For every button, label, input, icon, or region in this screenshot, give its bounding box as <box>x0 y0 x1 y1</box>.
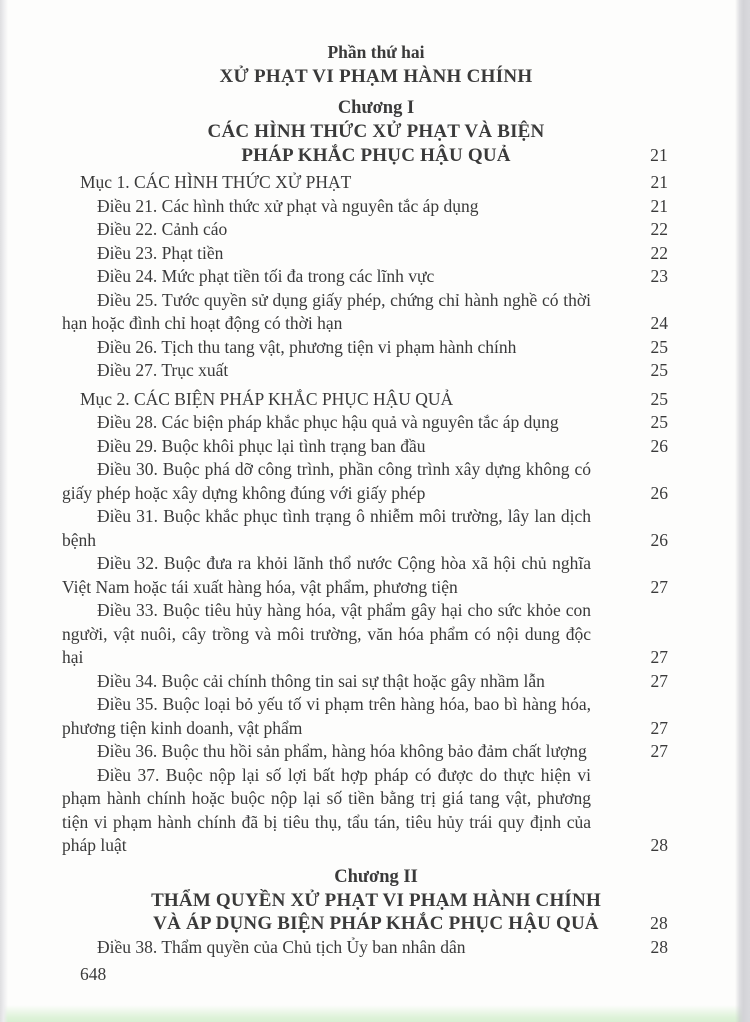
scan-bottom-green-strip <box>0 1005 750 1022</box>
toc-entry-text: Điều 32. Buộc đưa ra khỏi lãnh thổ nước Cộng hòa xã hội chủ nghĩa Việt Nam hoặc tái xuất hàng hóa, vật phẩm, phương tiện <box>62 553 591 597</box>
chapter-1-label: Chương I <box>337 98 415 118</box>
chapter-2-label: Chương II <box>334 866 418 887</box>
toc-article-dieu-33 <box>62 599 690 670</box>
toc-entry-text: Điều 34. Buộc cải chính thông tin sai sự thật hoặc gây nhầm lẫn <box>97 670 545 691</box>
chapter-2-title-line-1: THẨM QUYỀN XỬ PHẠT VI PHẠM HÀNH CHÍNH <box>151 889 601 911</box>
toc-entry-text: Điều 27. Trục xuất <box>97 360 229 380</box>
toc-entry-text: Điều 24. Mức phạt tiền tối đa trong các lĩnh vực <box>97 266 435 286</box>
toc-article-dieu-24 <box>62 265 690 289</box>
toc-entry-text: Điều 30. Buộc phá dỡ công trình, phần công trình xây dựng không có giấy phép hoặc xây dựng không đúng với giấy phép <box>62 459 591 503</box>
toc-entry-page: 21 <box>650 195 668 216</box>
part-label: Phần thứ hai <box>327 42 425 62</box>
part-title: XỬ PHẠT VI PHẠM HÀNH CHÍNH <box>219 66 533 87</box>
toc-article-dieu-36 <box>62 740 690 764</box>
toc-entry-text: Mục 2. CÁC BIỆN PHÁP KHẮC PHỤC HẬU QUẢ <box>80 388 454 409</box>
toc-section-muc-1 <box>62 171 690 195</box>
toc-article-dieu-37 <box>62 764 690 858</box>
toc-article-dieu-25 <box>62 289 690 336</box>
toc-article-dieu-27 <box>62 359 690 383</box>
toc-entry-page: 22 <box>650 219 668 239</box>
toc-article-dieu-23 <box>62 242 690 266</box>
toc-entry-page: 27 <box>650 741 668 761</box>
toc-article-dieu-32 <box>62 552 690 599</box>
toc-section-muc-2 <box>62 388 690 412</box>
scan-right-edge-shadow <box>735 0 750 1022</box>
toc-article-dieu-28 <box>62 411 690 435</box>
toc-entry-text: Điều 38. Thẩm quyền của Chủ tịch Ủy ban nhân dân <box>97 936 466 957</box>
toc-article-dieu-38 <box>62 936 690 960</box>
toc-entry-page: 27 <box>650 576 668 597</box>
toc-article-dieu-30 <box>62 458 690 505</box>
toc-entry-page: 25 <box>650 360 668 380</box>
chapter-2-page-number: 28 <box>650 913 668 933</box>
chapter-1-title <box>62 120 690 167</box>
table-of-contents <box>62 0 690 959</box>
chapter-1-title-line-2: PHÁP KHẮC PHỤC HẬU QUẢ <box>241 144 511 166</box>
toc-entry-page: 26 <box>650 482 668 503</box>
toc-entry-text: Điều 35. Buộc loại bỏ yếu tố vi phạm trên hàng hóa, bao bì hàng hóa, phương tiện kinh doanh, vật phẩm <box>62 694 591 738</box>
toc-entry-page: 26 <box>650 529 668 550</box>
toc-entry-page: 25 <box>650 412 668 432</box>
toc-entry-text: Mục 1. CÁC HÌNH THỨC XỬ PHẠT <box>80 172 352 192</box>
toc-entry-page: 27 <box>650 647 668 667</box>
toc-entry-page: 26 <box>650 435 668 456</box>
toc-entry-page: 25 <box>650 336 668 357</box>
toc-entry-page: 23 <box>650 266 668 286</box>
toc-entry-text: Điều 22. Cảnh cáo <box>97 219 228 239</box>
chapter-1-title-line-1: CÁC HÌNH THỨC XỬ PHẠT VÀ BIỆN <box>207 121 545 142</box>
chapter-2-title <box>62 889 690 936</box>
toc-entry-page: 27 <box>650 670 668 691</box>
toc-article-dieu-29 <box>62 435 690 459</box>
toc-entry-text: Điều 25. Tước quyền sử dụng giấy phép, chứng chỉ hành nghề có thời hạn hoặc đình chỉ hoạt động có thời hạn <box>62 289 591 333</box>
toc-entry-page: 28 <box>650 936 668 957</box>
toc-entry-text: Điều 36. Buộc thu hồi sản phẩm, hàng hóa không bảo đảm chất lượng <box>97 741 587 761</box>
toc-article-dieu-21 <box>62 195 690 219</box>
toc-entry-text: Điều 33. Buộc tiêu hủy hàng hóa, vật phẩm gây hại cho sức khỏe con người, vật nuôi, cây trồng và môi trường, văn hóa phẩm có nội dung độc hại <box>62 600 591 667</box>
toc-entry-text: Điều 26. Tịch thu tang vật, phương tiện vi phạm hành chính <box>97 336 517 357</box>
toc-entry-page: 21 <box>650 172 668 192</box>
toc-article-dieu-35 <box>62 693 690 740</box>
chapter-2-title-line-2: VÀ ÁP DỤNG BIỆN PHÁP KHẮC PHỤC HẬU QUẢ <box>153 913 599 934</box>
toc-entry-page: 25 <box>650 388 668 409</box>
toc-entry-text: Điều 28. Các biện pháp khắc phục hậu quả và nguyên tắc áp dụng <box>97 412 559 432</box>
toc-entry-page: 27 <box>650 717 668 738</box>
toc-entry-page: 28 <box>650 835 668 855</box>
toc-article-dieu-34 <box>62 670 690 694</box>
toc-article-dieu-26 <box>62 336 690 360</box>
toc-entry-page: 24 <box>650 313 668 333</box>
toc-article-dieu-22 <box>62 218 690 242</box>
scan-left-edge-shadow <box>0 0 8 1022</box>
toc-entry-text: Điều 29. Buộc khôi phục lại tình trạng ban đầu <box>97 435 426 456</box>
book-page-number: 648 <box>80 964 107 984</box>
chapter-1-page-number: 21 <box>650 144 668 165</box>
toc-list <box>62 171 690 858</box>
toc-entry-text: Điều 37. Buộc nộp lại số lợi bất hợp pháp có được do thực hiện vi phạm hành chính hoặc buộc nộp lại số tiền bằng trị giá tang vật, phương tiện vi phạm hành chính đã bị tiêu thụ, tẩu tán, tiêu hủy trái quy định của pháp luật <box>62 764 591 855</box>
toc-entry-page: 22 <box>650 242 668 263</box>
toc-article-dieu-31 <box>62 505 690 552</box>
toc-entry-text: Điều 21. Các hình thức xử phạt và nguyên tắc áp dụng <box>97 195 479 216</box>
toc-entry-text: Điều 23. Phạt tiền <box>97 242 224 263</box>
toc-entry-text: Điều 31. Buộc khắc phục tình trạng ô nhiễm môi trường, lây lan dịch bệnh <box>62 506 591 550</box>
